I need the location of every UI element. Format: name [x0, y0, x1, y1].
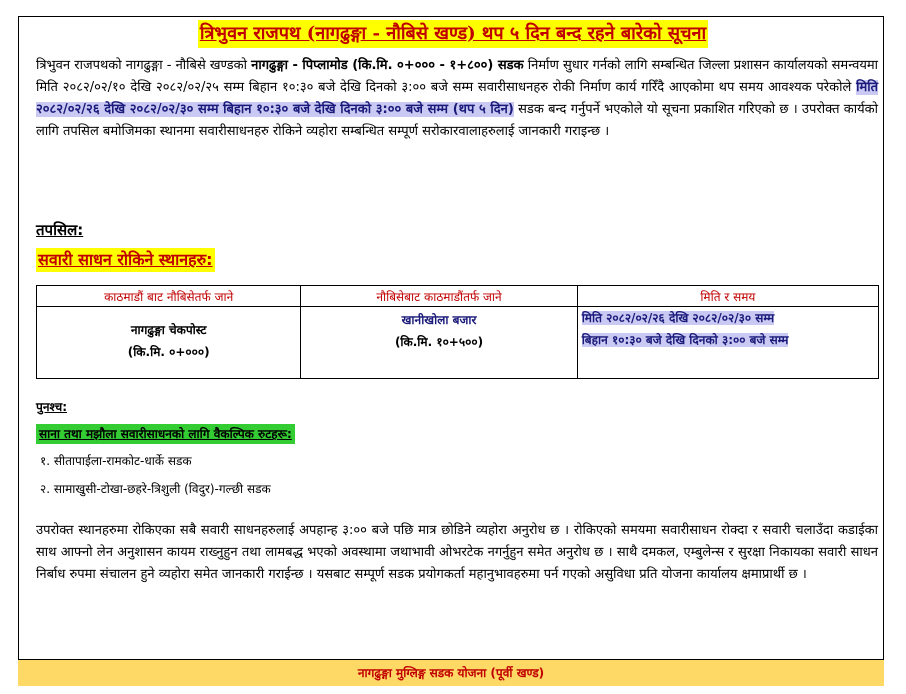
tapasil-heading: तपसिल:: [36, 221, 84, 239]
cell3-line2: बिहान १०:३० बजे देखि दिनको ३:०० बजे सम्म: [581, 333, 789, 347]
header-naubise-to-kathmandu: नौबिसेबाट काठमाडौंतर्फ जाने: [301, 286, 577, 307]
list-item: १. सीतापाईला-रामकोट-धार्के सडक: [40, 454, 192, 468]
cell2-line1: खानीखोला बजार: [401, 313, 477, 327]
cell-khanikhola-bazar: [301, 307, 577, 379]
cell-date-time: [577, 307, 878, 379]
cell2-line2: (कि.मि. १०+५००): [394, 335, 484, 349]
places-heading: सवारी साधन रोकिने स्थानहरु:: [36, 248, 215, 272]
header-kathmandu-to-naubise: काठमाडौं बाट नौबिसेतर्फ जाने: [37, 286, 301, 307]
cell1-line2: (कि.मि. ०+०००): [127, 345, 210, 359]
table-header-row: [37, 286, 879, 307]
header-date-time: मिति र समय: [577, 286, 878, 307]
cell1-line1: नागढुङ्गा चेकपोस्ट: [130, 323, 207, 337]
intro-closure-dates: मिति २०८२/०२/२६ देखि २०८२/०२/३० सम्म बिहान १०:३० बजे देखि दिनको ३:०० बजे सम्म (थप ५ दिन): [36, 80, 878, 117]
intro-text-2: निर्माण सुधार गर्नको लागि सम्बन्धित जिल्ला प्रशासन कार्यालयको समन्वयमा मिति २०८२/०२/१० देखि २०८२/०२/२५ सम्म बिहान १०:३० बजे देखि दिनको ३:०० बजे सम्म सवारीसाधनहरु रोकी निर्माण कार्य गरिँदै आएकोमा थप समय आवश्यक परेकोले: [36, 58, 878, 95]
intro-text-3: सडक बन्द गर्नुपर्ने भएकोले यो सूचना प्रकाशित गरिएको छ । उपरोक्त कार्यको लागि तपसिल बमोजिमका स्थानमा सवारीसाधनहरु रोकिने व्यहोरा सम्बन्धित सम्पूर्ण सरोकारवालाहरुलाई जानकारी गराइन्छ ।: [36, 102, 878, 139]
list-item: २. सामाखुसी-टोखा-छहरे-त्रिशुली (विदुर)-गल्छी सडक: [40, 482, 271, 496]
alternate-routes-heading: साना तथा मझौला सवारीसाधनको लागि वैकल्पिक रुटहरू:: [36, 424, 295, 444]
closing-paragraph: उपरोक्त स्थानहरुमा रोकिएका सबै सवारी साधनहरुलाई अपहान्ह ३:०० बजे पछि मात्र छोडिने व्यहोरा अनुरोध छ । रोकिएको समयमा सवारीसाधन रोक्दा र सवारी चलाउँदा कडाईका साथ आफ्नो लेन अनुशासन कायम राख्नुहुन तथा लामबद्ध भएको अवस्थामा जथाभावी ओभरटेक नगर्नुहुन समेत अनुरोध छ । साथै दमकल, एम्बुलेन्स र सुरक्षा निकायका सवारी साधन निर्बाध रुपमा संचालन हुने व्यहोरा समेत जानकारी गराईन्छ । यसबाट सम्पूर्ण सडक प्रयोगकर्ता महानुभावहरुमा पर्न गएको असुविधा प्रति योजना कार्यालय क्षमाप्रार्थी छ ।: [36, 523, 878, 582]
cell-nagdhunga-checkpost: [37, 307, 301, 379]
intro-text-1: त्रिभुवन राजपथको नागढुङ्गा - नौबिसे खण्डको: [36, 58, 252, 73]
punascha-heading: पुनश्च:: [36, 400, 67, 414]
footer-banner: नागढुङ्गा मुग्लिङ्ग सडक योजना (पूर्वी खण्ड): [18, 660, 884, 686]
places-table: [36, 285, 879, 379]
notice-title: त्रिभुवन राजपथ (नागढुङ्गा - नौबिसे खण्ड) थप ५ दिन बन्द रहने बारेको सूचना: [198, 20, 708, 48]
intro-paragraph: [36, 55, 878, 143]
table-row: [37, 307, 879, 379]
intro-road-section: नागढुङ्गा - पिप्लामोड (कि.मि. ०+००० - १+८००) सडक: [251, 58, 524, 73]
cell3-line1: मिति २०८२/०२/२६ देखि २०८२/०२/३० सम्म: [581, 311, 775, 325]
notice-title-wrap: [0, 20, 906, 48]
